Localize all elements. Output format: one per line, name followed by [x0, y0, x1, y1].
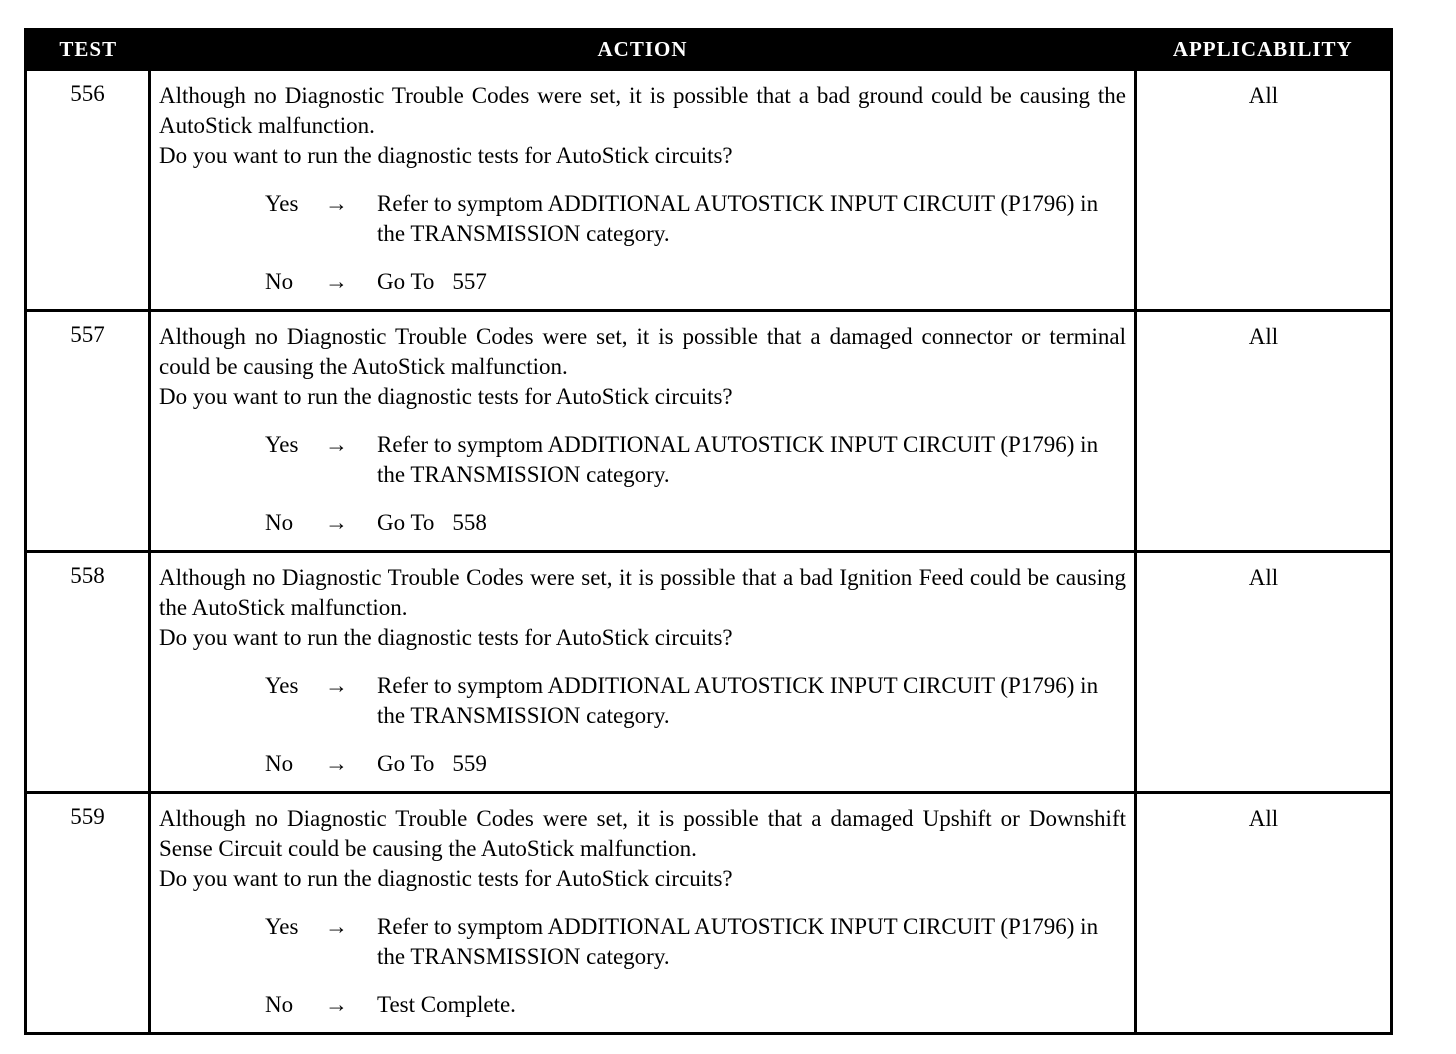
no-branch [265, 508, 1126, 538]
yes-text: Refer to symptom ADDITIONAL AUTOSTICK INPUT CIRCUIT (P1796) in the TRANSMISSION category. [377, 673, 1099, 728]
question-text: Although no Diagnostic Trouble Codes were set, it is possible that a damaged Upshift or Downshift Sense Circuit could be causing the AutoStick malfunction. [159, 806, 1126, 861]
prompt-text: Do you want to run the diagnostic tests for AutoStick circuits? [159, 143, 733, 168]
goto-label: Go To [377, 269, 435, 294]
no-label: No [265, 992, 294, 1017]
applicability-value: All [1136, 793, 1392, 1034]
no-text [377, 990, 1126, 1020]
yes-label: Yes [265, 914, 299, 939]
yes-label: Yes [265, 191, 299, 216]
yes-text: Refer to symptom ADDITIONAL AUTOSTICK INPUT CIRCUIT (P1796) in the TRANSMISSION category. [377, 191, 1099, 246]
goto-label: Go To [377, 751, 435, 776]
header-test: TEST [26, 30, 150, 70]
action-cell [150, 311, 1136, 552]
action-cell [150, 70, 1136, 311]
applicability-value: All [1136, 552, 1392, 793]
test-number: 556 [26, 70, 150, 311]
table-row [26, 70, 1392, 311]
question-text: Although no Diagnostic Trouble Codes were set, it is possible that a bad ground could be causing the AutoStick malfunction. [159, 83, 1126, 138]
goto-test-number: 557 [452, 269, 487, 294]
right-arrow-icon: → [325, 432, 348, 457]
right-arrow-icon: → [325, 673, 348, 698]
action-cell [150, 793, 1136, 1034]
right-arrow-icon: → [325, 191, 348, 216]
no-text [377, 749, 1126, 779]
no-label: No [265, 269, 294, 294]
test-number: 558 [26, 552, 150, 793]
right-arrow-icon: → [325, 269, 348, 294]
yes-text: Refer to symptom ADDITIONAL AUTOSTICK INPUT CIRCUIT (P1796) in the TRANSMISSION category. [377, 432, 1099, 487]
prompt-text: Do you want to run the diagnostic tests for AutoStick circuits? [159, 866, 733, 891]
yes-text: Refer to symptom ADDITIONAL AUTOSTICK INPUT CIRCUIT (P1796) in the TRANSMISSION category. [377, 914, 1099, 969]
table-row [26, 552, 1392, 793]
test-number: 559 [26, 793, 150, 1034]
prompt-text: Do you want to run the diagnostic tests for AutoStick circuits? [159, 384, 733, 409]
yes-branch [265, 912, 1126, 972]
no-text [377, 508, 1126, 538]
yes-branch [265, 189, 1126, 249]
action-cell [150, 552, 1136, 793]
yes-branch [265, 671, 1126, 731]
table-header [26, 30, 1392, 70]
table-row [26, 311, 1392, 552]
yes-branch [265, 430, 1126, 490]
applicability-value: All [1136, 311, 1392, 552]
header-row [26, 30, 1392, 70]
applicability-value: All [1136, 70, 1392, 311]
right-arrow-icon: → [325, 751, 348, 776]
prompt-text: Do you want to run the diagnostic tests for AutoStick circuits? [159, 625, 733, 650]
goto-label: Test Complete. [377, 992, 516, 1017]
no-label: No [265, 751, 294, 776]
goto-test-number: 559 [452, 751, 487, 776]
no-branch [265, 749, 1126, 779]
no-branch [265, 267, 1126, 297]
no-label: No [265, 510, 294, 535]
header-action: ACTION [150, 30, 1136, 70]
goto-label: Go To [377, 510, 435, 535]
goto-test-number: 558 [452, 510, 487, 535]
yes-label: Yes [265, 432, 299, 457]
right-arrow-icon: → [325, 992, 348, 1017]
diagnostic-table [24, 28, 1393, 1035]
right-arrow-icon: → [325, 510, 348, 535]
header-applicability: APPLICABILITY [1136, 30, 1392, 70]
question-text: Although no Diagnostic Trouble Codes were set, it is possible that a bad Ignition Feed could be causing the AutoStick malfunction. [159, 565, 1126, 620]
no-text [377, 267, 1126, 297]
yes-label: Yes [265, 673, 299, 698]
table-row [26, 793, 1392, 1034]
test-number: 557 [26, 311, 150, 552]
right-arrow-icon: → [325, 914, 348, 939]
question-text: Although no Diagnostic Trouble Codes were set, it is possible that a damaged connector or terminal could be causing the AutoStick malfunction. [159, 324, 1126, 379]
no-branch [265, 990, 1126, 1020]
